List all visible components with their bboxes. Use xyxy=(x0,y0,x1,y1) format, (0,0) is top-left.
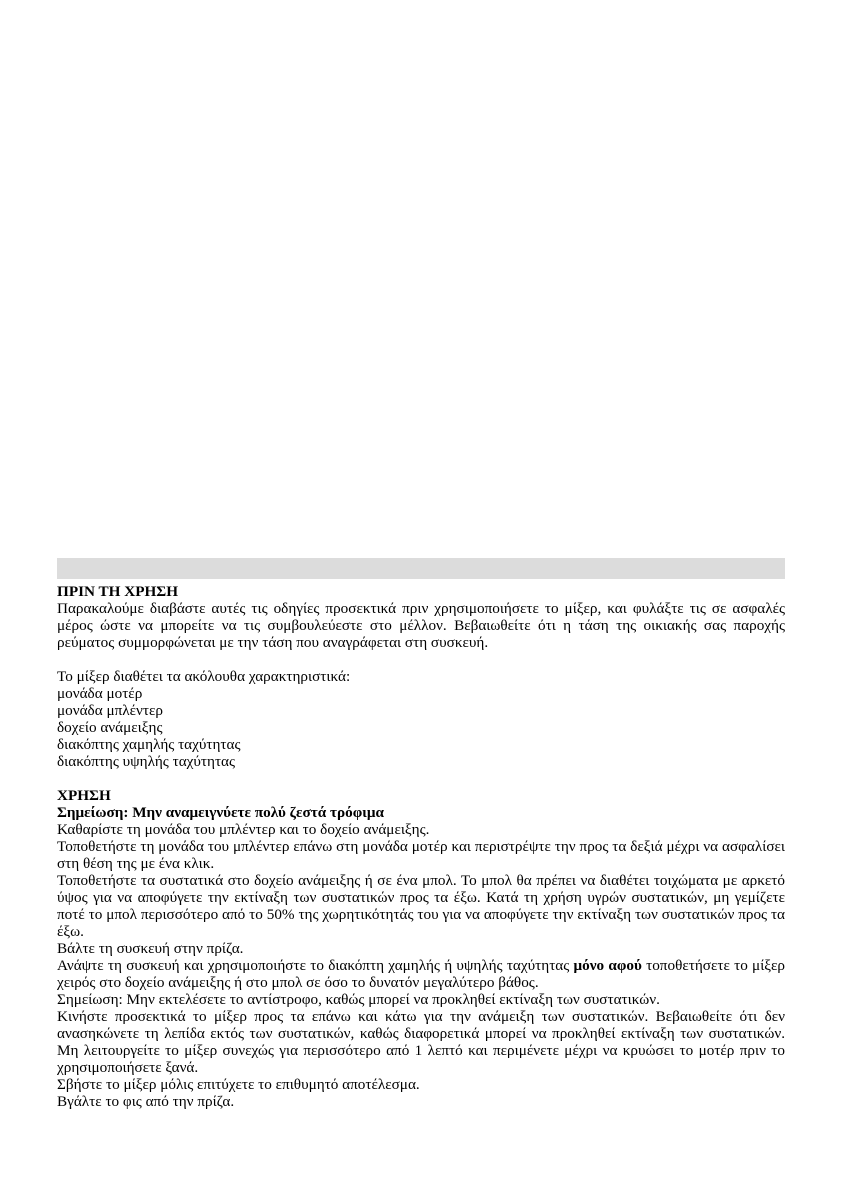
heading-before-use: ΠΡΙΝ ΤΗ ΧΡΗΣΗ xyxy=(57,583,179,600)
step-text: τοποθετήσετε το μίξερ χειρός στο δοχείο ανάμειξης ή στο μπολ σε όσο το δυνατόν μεγαλύτερο βάθος. xyxy=(57,957,786,991)
warning-note: Σημείωση: Μην αναμειγνύετε πολύ ζεστά τρόφιμα xyxy=(57,804,384,821)
instruction-step xyxy=(57,957,785,991)
instruction-step: Σημείωση: Μην εκτελέσετε το αντίστροφο, καθώς μπορεί να προκληθεί εκτίναξη των συστατικών. xyxy=(57,991,660,1008)
instruction-step: Καθαρίστε τη μονάδα του μπλέντερ και το δοχείο ανάμειξης. xyxy=(57,821,430,838)
document-body xyxy=(57,583,785,1110)
intro-paragraph: Παρακαλούμε διαβάστε αυτές τις οδηγίες προσεκτικά πριν χρησιμοποιήσετε το μίξερ, και φυλάξτε τις σε ασφαλές μέρος ώστε να μπορείτε να τις συμβουλεύεστε στο μέλλον. Βεβαιωθείτε ότι η τάση της οικιακής σας παροχής ρεύματος συμμορφώνεται με την τάση που αναγράφεται στη συσκευή. xyxy=(57,600,785,651)
step-text: Ανάψτε τη συσκευή και χρησιμοποιήστε το διακόπτη χαμηλής ή υψηλής ταχύτητας xyxy=(57,957,574,974)
section-divider-bar xyxy=(57,558,785,579)
instruction-step: Σβήστε το μίξερ μόλις επιτύχετε το επιθυμητό αποτέλεσμα. xyxy=(57,1076,420,1093)
heading-use: ΧΡΗΣΗ xyxy=(57,787,111,804)
instruction-step: Τοποθετήστε τη μονάδα του μπλέντερ επάνω στη μονάδα μοτέρ και περιστρέψτε την προς τα δεξιά μέχρι να ασφαλίσει στη θέση της με ένα κλικ. xyxy=(57,838,785,872)
instruction-step: Βάλτε τη συσκευή στην πρίζα. xyxy=(57,940,244,957)
feature-item: διακόπτης υψηλής ταχύτητας xyxy=(57,753,236,770)
features-intro: Το μίξερ διαθέτει τα ακόλουθα χαρακτηριστικά: xyxy=(57,668,351,685)
feature-item: διακόπτης χαμηλής ταχύτητας xyxy=(57,736,241,753)
emphasis-text: μόνο αφού xyxy=(573,957,642,974)
feature-item: μονάδα μπλέντερ xyxy=(57,702,163,719)
instruction-step: Κινήστε προσεκτικά το μίξερ προς τα επάνω και κάτω για την ανάμειξη των συστατικών. Βεβαιωθείτε ότι δεν ανασηκώνετε τη λεπίδα εκτός των συστατικών, καθώς διαφορετικά μπορεί να προκληθεί εκτίναξη των συστατικών. Μη λειτουργείτε το μίξερ συνεχώς για περισσότερο από 1 λεπτό και περιμένετε μέχρι να κρυώσει το μοτέρ πριν το χρησιμοποιήσετε ξανά. xyxy=(57,1008,785,1076)
feature-item: μονάδα μοτέρ xyxy=(57,685,143,702)
section-use xyxy=(57,787,785,1110)
section-before-use xyxy=(57,583,785,770)
instruction-step: Τοποθετήστε τα συστατικά στο δοχείο ανάμειξης ή σε ένα μπολ. Το μπολ θα πρέπει να διαθέτει τοιχώματα με αρκετό ύψος για να αποφύγετε την εκτίναξη των συστατικών προς τα έξω. Κατά τη χρήση υγρών συστατικών, μη γεμίζετε ποτέ το μπολ περισσότερο από το 50% της χωρητικότητάς του για να αποφύγετε την εκτίναξη των συστατικών προς τα έξω. xyxy=(57,872,785,940)
instruction-step: Βγάλτε το φις από την πρίζα. xyxy=(57,1093,235,1110)
feature-item: δοχείο ανάμειξης xyxy=(57,719,163,736)
